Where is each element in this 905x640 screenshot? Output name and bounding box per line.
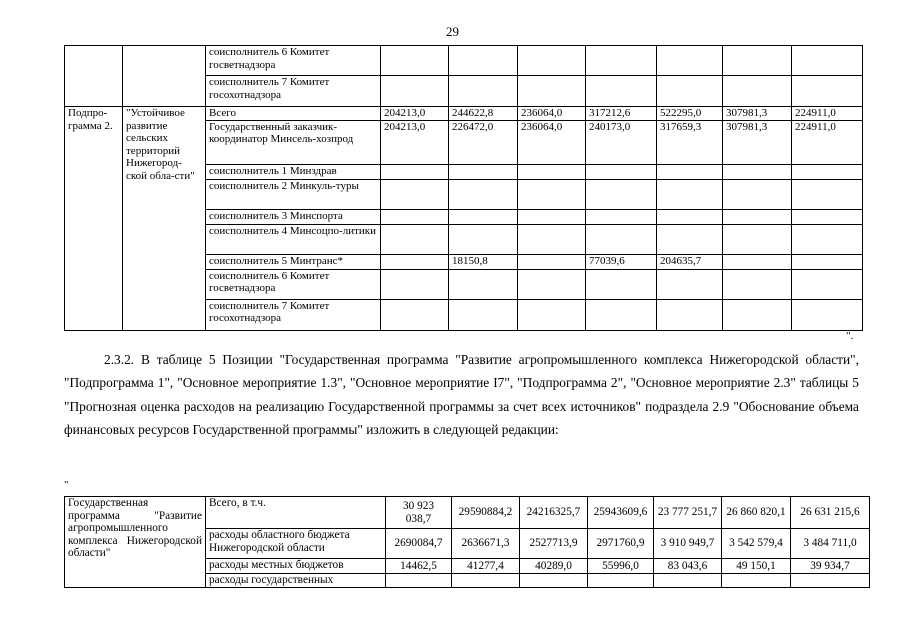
row-label: соисполнитель 1 Минздрав [206,164,381,179]
table-row: соисполнитель 5 Минтранс* 18150,8 77039,6 204635,7 [65,254,863,269]
row-label: расходы государственных [206,574,386,588]
table-row: Государственный заказчик-координатор Минсель-хозпрод 204213,0 226472,0 236064,0 240173,0 317659,3 307981,3 224911,0 [65,120,863,164]
row-label: соисполнитель 2 Минкуль-туры [206,179,381,209]
forecast-expenses-table [64,496,870,588]
amendment-paragraph [64,348,859,441]
table-row [65,46,863,76]
table-row: Государственная программа "Развитие агропромышленного комплекса Нижегородской области" Всего, в т.ч. 30 923 038,7 29590884,2 24216325,7 25943609,6 23 777 251,7 26 860 820,1 26 631 215,6 [65,497,870,529]
opening-quote: " [64,479,69,491]
row-label: соисполнитель 4 Минсоцпо-литики [206,224,381,254]
subprogram-label: Подпро-грамма 2. [65,107,123,331]
row-label: расходы местных бюджетов [206,559,386,574]
table-row: расходы областного бюджета Нижегородской области 2690084,7 2636671,3 2527713,9 2971760,9 3 910 949,7 3 542 579,4 3 484 711,0 [65,529,870,559]
row-label: соисполнитель 5 Минтранс* [206,254,381,269]
closing-quote: ". [846,330,854,342]
table-row: Подпро-грамма 2. "Устойчивое развитие сельских территорий Нижегород-ской обла-сти" Всего 204213,0 244622,8 236064,0 317212,6 522295,0 307981,3 224911,0 [65,107,863,121]
row-label: соисполнитель 7 Комитет госохотнадзора [206,76,381,107]
row-label: Всего [206,107,381,121]
table-row: расходы местных бюджетов 14462,5 41277,4 40289,0 55996,0 83 043,6 49 150,1 39 934,7 [65,559,870,574]
row-label: Государственный заказчик-координатор Минсель-хозпрод [206,120,381,164]
table-cell [123,46,206,107]
row-label: соисполнитель 3 Минспорта [206,209,381,224]
row-label: расходы областного бюджета Нижегородской области [206,529,386,559]
page-number: 29 [446,24,459,39]
row-label: соисполнитель 6 Комитет госветнадзора [206,269,381,299]
program-name: Государственная программа "Развитие агропромышленного комплекса Нижегородской области" [65,497,206,588]
funding-table-continued [64,45,863,331]
subprogram-name: "Устойчивое развитие сельских территорий Нижегород-ской обла-сти" [123,107,206,331]
row-label: соисполнитель 7 Комитет госохотнадзора [206,299,381,330]
table-cell [65,46,123,107]
row-label: соисполнитель 6 Комитет госветнадзора [206,46,381,76]
row-label: Всего, в т.ч. [206,497,386,529]
paragraph-text: 2.3.2. В таблице 5 Позиции "Государственная программа "Развитие агропромышленного комплекса Нижегородской области", "Подпрограмма 1", "Основное мероприятие 1.3", "Основное мероприятие I7", "Подпрограмма 2", "Основное мероприятие 2.3" таблицы 5 "Прогнозная оценка расходов на реализацию Государственной программы за счет всех источников" подраздела 2.9 "Обоснование объема финансовых ресурсов Государственной программы" изложить в следующей редакции: [64,352,859,437]
